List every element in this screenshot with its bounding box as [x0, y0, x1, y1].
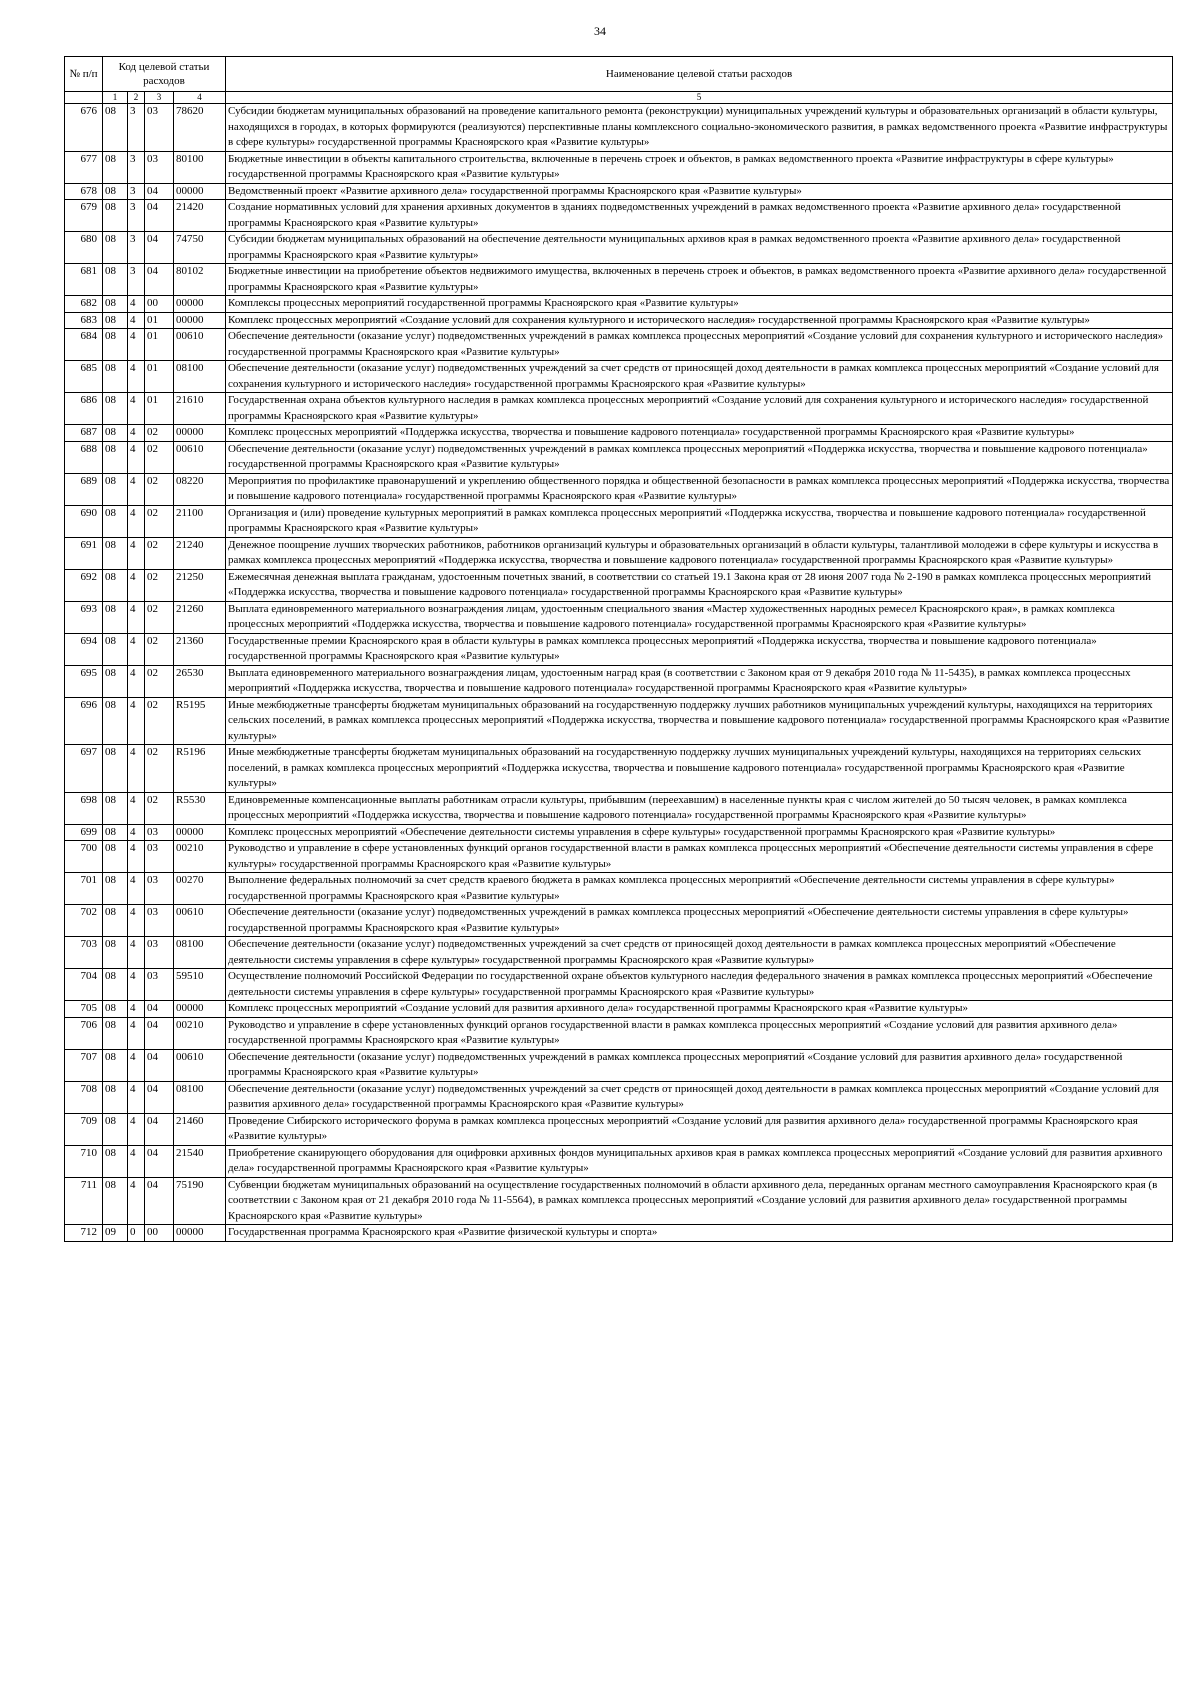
- row-number: 678: [65, 183, 103, 200]
- code-direction: 08100: [174, 937, 226, 969]
- code-event: 01: [145, 312, 174, 329]
- row-number: 707: [65, 1049, 103, 1081]
- expense-name: Выполнение федеральных полномочий за счет средств краевого бюджета в рамках комплекса процессных мероприятий «Обеспечение деятельности системы управления в сфере культуры» государственной программы Красноярского края «Развитие культуры»: [226, 873, 1173, 905]
- code-event: 00: [145, 1225, 174, 1242]
- code-event: 00: [145, 296, 174, 313]
- row-number: 695: [65, 665, 103, 697]
- code-event: 02: [145, 569, 174, 601]
- row-number: 683: [65, 312, 103, 329]
- code-direction: 00000: [174, 824, 226, 841]
- code-event: 01: [145, 361, 174, 393]
- code-event: 04: [145, 1049, 174, 1081]
- expense-name: Выплата единовременного материального вознаграждения лицам, удостоенным наград края (в соответствии с Законом края от 9 декабря 2010 года № 11-5435), в рамках комплекса процессных мероприятий «Поддержка искусства, творчества и повышение кадрового потенциала» государственной программы Красноярского края «Развитие культуры»: [226, 665, 1173, 697]
- code-direction: 78620: [174, 104, 226, 152]
- row-number: 710: [65, 1145, 103, 1177]
- code-direction: 00000: [174, 425, 226, 442]
- code-event: 01: [145, 329, 174, 361]
- code-direction: R5195: [174, 697, 226, 745]
- code-program: 08: [103, 1049, 128, 1081]
- table-row: [65, 697, 1173, 745]
- code-subprogram: 4: [128, 745, 145, 793]
- code-subprogram: 4: [128, 1113, 145, 1145]
- row-number: 692: [65, 569, 103, 601]
- row-number: 689: [65, 473, 103, 505]
- expense-name: Комплекс процессных мероприятий «Создание условий для сохранения культурного и исторического наследия» государственной программы Красноярского края «Развитие культуры»: [226, 312, 1173, 329]
- code-direction: 00000: [174, 296, 226, 313]
- code-direction: 21540: [174, 1145, 226, 1177]
- code-program: 08: [103, 937, 128, 969]
- expense-name: Государственная программа Красноярского края «Развитие физической культуры и спорта»: [226, 1225, 1173, 1242]
- code-program: 09: [103, 1225, 128, 1242]
- row-number: 677: [65, 151, 103, 183]
- column-number: 3: [145, 92, 174, 104]
- table-row: [65, 104, 1173, 152]
- code-event: 03: [145, 824, 174, 841]
- code-event: 03: [145, 873, 174, 905]
- code-subprogram: 4: [128, 905, 145, 937]
- code-subprogram: 4: [128, 505, 145, 537]
- code-subprogram: 4: [128, 873, 145, 905]
- row-number: 676: [65, 104, 103, 152]
- code-subprogram: 4: [128, 1081, 145, 1113]
- code-direction: 21420: [174, 200, 226, 232]
- code-subprogram: 4: [128, 841, 145, 873]
- code-direction: 00610: [174, 1049, 226, 1081]
- code-event: 02: [145, 665, 174, 697]
- table-row: [65, 1225, 1173, 1242]
- code-subprogram: 4: [128, 824, 145, 841]
- code-event: 04: [145, 183, 174, 200]
- code-subprogram: 4: [128, 969, 145, 1001]
- code-direction: 08100: [174, 1081, 226, 1113]
- code-event: 02: [145, 537, 174, 569]
- expense-name: Ведомственный проект «Развитие архивного дела» государственной программы Красноярского края «Развитие культуры»: [226, 183, 1173, 200]
- code-program: 08: [103, 104, 128, 152]
- table-row: [65, 937, 1173, 969]
- table-row: [65, 1081, 1173, 1113]
- table-row: [65, 183, 1173, 200]
- code-subprogram: 4: [128, 601, 145, 633]
- code-program: 08: [103, 393, 128, 425]
- code-direction: 59510: [174, 969, 226, 1001]
- expense-name: Государственные премии Красноярского края в области культуры в рамках комплекса процессных мероприятий «Поддержка искусства, творчества и повышение кадрового потенциала» государственной программы Красноярского края «Развитие культуры»: [226, 633, 1173, 665]
- expense-name: Бюджетные инвестиции на приобретение объектов недвижимого имущества, включенных в перечень строек и объектов, в рамках ведомственного проекта «Развитие архивного дела» государственной программы Красноярского края «Развитие культуры»: [226, 264, 1173, 296]
- code-event: 01: [145, 393, 174, 425]
- code-event: 02: [145, 745, 174, 793]
- row-number: 711: [65, 1177, 103, 1225]
- expense-name: Субсидии бюджетам муниципальных образований на проведение капитального ремонта (реконструкции) муниципальных учреждений культуры и образовательных организаций в области культуры, находящихся в городах, в которых формируются (реализуются) перспективные планы комплексного социально-экономического развития, в рамках ведомственного проекта «Развитие инфраструктуры в сфере культуры» государственной программы Красноярского края «Развитие культуры»: [226, 104, 1173, 152]
- expense-name: Субсидии бюджетам муниципальных образований на обеспечение деятельности муниципальных архивов края в рамках ведомственного проекта «Развитие архивного дела» государственной программы Красноярского края «Развитие культуры»: [226, 232, 1173, 264]
- table-row: [65, 745, 1173, 793]
- row-number: 694: [65, 633, 103, 665]
- row-number: 698: [65, 792, 103, 824]
- code-program: 08: [103, 745, 128, 793]
- row-number: 685: [65, 361, 103, 393]
- code-program: 08: [103, 200, 128, 232]
- expense-name: Бюджетные инвестиции в объекты капитального строительства, включенные в перечень строек и объектов, в рамках ведомственного проекта «Развитие инфраструктуры в сфере культуры» государственной программы Красноярского края «Развитие культуры»: [226, 151, 1173, 183]
- expense-name: Обеспечение деятельности (оказание услуг) подведомственных учреждений за счет средств от приносящей доход деятельности в рамках комплекса процессных мероприятий «Обеспечение деятельности системы управления в сфере культуры» государственной программы Красноярского края «Развитие культуры»: [226, 937, 1173, 969]
- table-row: [65, 1001, 1173, 1018]
- expense-name: Государственная охрана объектов культурного наследия в рамках комплекса процессных мероприятий «Создание условий для сохранения культурного и исторического наследия» государственной программы Красноярского края «Развитие культуры»: [226, 393, 1173, 425]
- row-number: 706: [65, 1017, 103, 1049]
- table-row: [65, 969, 1173, 1001]
- table-row: [65, 665, 1173, 697]
- code-program: 08: [103, 296, 128, 313]
- row-number: 704: [65, 969, 103, 1001]
- expense-name: Денежное поощрение лучших творческих работников, работников организаций культуры и образовательных организаций в области культуры, талантливой молодежи в сфере культуры и искусства в рамках комплекса процессных мероприятий «Поддержка искусства, творчества и повышение кадрового потенциала» государственной программы Красноярского края «Развитие культуры»: [226, 537, 1173, 569]
- code-event: 04: [145, 1177, 174, 1225]
- code-program: 08: [103, 601, 128, 633]
- expense-name: Осуществление полномочий Российской Федерации по государственной охране объектов культурного наследия федерального значения в рамках комплекса процессных мероприятий «Обеспечение деятельности системы управления в сфере культуры» государственной программы Красноярского края «Развитие культуры»: [226, 969, 1173, 1001]
- code-subprogram: 3: [128, 151, 145, 183]
- budget-code-table: [64, 56, 1173, 1242]
- expense-name: Обеспечение деятельности (оказание услуг) подведомственных учреждений в рамках комплекса процессных мероприятий «Поддержка искусства, творчества и повышение кадрового потенциала» государственной программы Красноярского края «Развитие культуры»: [226, 441, 1173, 473]
- code-program: 08: [103, 969, 128, 1001]
- code-direction: 00270: [174, 873, 226, 905]
- code-event: 03: [145, 104, 174, 152]
- row-number: 702: [65, 905, 103, 937]
- table-row: [65, 792, 1173, 824]
- code-direction: 00000: [174, 1225, 226, 1242]
- code-direction: 21460: [174, 1113, 226, 1145]
- code-direction: 74750: [174, 232, 226, 264]
- table-row: [65, 569, 1173, 601]
- code-program: 08: [103, 873, 128, 905]
- code-program: 08: [103, 361, 128, 393]
- code-direction: 80102: [174, 264, 226, 296]
- page-number: 34: [594, 24, 606, 38]
- code-program: 08: [103, 1001, 128, 1018]
- table-row: [65, 1177, 1173, 1225]
- table-row: [65, 425, 1173, 442]
- table-row: [65, 361, 1173, 393]
- code-direction: 75190: [174, 1177, 226, 1225]
- expense-name: Проведение Сибирского исторического форума в рамках комплекса процессных мероприятий «Создание условий для развития архивного дела» государственной программы Красноярского края «Развитие культуры»: [226, 1113, 1173, 1145]
- code-program: 08: [103, 1017, 128, 1049]
- code-program: 08: [103, 183, 128, 200]
- code-subprogram: 4: [128, 1001, 145, 1018]
- header-num: № п/п: [65, 57, 103, 92]
- table-row: [65, 312, 1173, 329]
- code-event: 04: [145, 232, 174, 264]
- code-subprogram: 4: [128, 312, 145, 329]
- code-event: 02: [145, 425, 174, 442]
- expense-name: Приобретение сканирующего оборудования для оцифровки архивных фондов муниципальных архивов края в рамках комплекса процессных мероприятий «Создание условий для развития архивного дела» государственной программы Красноярского края «Развитие культуры»: [226, 1145, 1173, 1177]
- code-subprogram: 4: [128, 1049, 145, 1081]
- code-subprogram: 4: [128, 441, 145, 473]
- expense-name: Иные межбюджетные трансферты бюджетам муниципальных образований на государственную поддержку лучших муниципальных учреждений культуры, находящихся на территориях сельских поселений, в рамках комплекса процессных мероприятий «Поддержка искусства, творчества и повышение кадрового потенциала» государственной программы Красноярского края «Развитие культуры»: [226, 745, 1173, 793]
- code-subprogram: 4: [128, 537, 145, 569]
- code-program: 08: [103, 569, 128, 601]
- code-direction: 00210: [174, 1017, 226, 1049]
- code-program: 08: [103, 1113, 128, 1145]
- table-body: [65, 104, 1173, 1242]
- table-row: [65, 1145, 1173, 1177]
- code-program: 08: [103, 151, 128, 183]
- expense-name: Выплата единовременного материального вознаграждения лицам, удостоенным специального звания «Мастер художественных народных ремесел Красноярского края», в рамках комплекса процессных мероприятий «Поддержка искусства, творчества и повышение кадрового потенциала» государственной программы Красноярского края «Развитие культуры»: [226, 601, 1173, 633]
- code-program: 08: [103, 329, 128, 361]
- table-row: [65, 264, 1173, 296]
- expense-name: Единовременные компенсационные выплаты работникам отрасли культуры, прибывшим (переехавшим) в населенные пункты края с числом жителей до 50 тысяч человек, в рамках комплекса процессных мероприятий «Поддержка искусства, творчества и повышение кадрового потенциала» государственной программы Красноярского края «Развитие культуры»: [226, 792, 1173, 824]
- expense-name: Обеспечение деятельности (оказание услуг) подведомственных учреждений за счет средств от приносящей доход деятельности в рамках комплекса процессных мероприятий «Создание условий для развития архивного дела» государственной программы Красноярского края «Развитие культуры»: [226, 1081, 1173, 1113]
- code-subprogram: 4: [128, 296, 145, 313]
- code-direction: 21240: [174, 537, 226, 569]
- table-row: [65, 537, 1173, 569]
- code-subprogram: 3: [128, 264, 145, 296]
- header-blank: [65, 92, 103, 104]
- expense-name: Руководство и управление в сфере установленных функций органов государственной власти в рамках комплекса процессных мероприятий «Создание условий для развития архивного дела» государственной программы Красноярского края «Развитие культуры»: [226, 1017, 1173, 1049]
- table-row: [65, 232, 1173, 264]
- row-number: 690: [65, 505, 103, 537]
- row-number: 679: [65, 200, 103, 232]
- table-row: [65, 873, 1173, 905]
- code-subprogram: 4: [128, 473, 145, 505]
- code-subprogram: 3: [128, 183, 145, 200]
- code-event: 03: [145, 937, 174, 969]
- code-subprogram: 4: [128, 1145, 145, 1177]
- expense-name: Комплекс процессных мероприятий «Обеспечение деятельности системы управления в сфере культуры» государственной программы Красноярского края «Развитие культуры»: [226, 824, 1173, 841]
- code-program: 08: [103, 232, 128, 264]
- table-row: [65, 200, 1173, 232]
- code-program: 08: [103, 633, 128, 665]
- code-direction: 80100: [174, 151, 226, 183]
- header-name: Наименование целевой статьи расходов: [226, 57, 1173, 92]
- row-number: 684: [65, 329, 103, 361]
- code-direction: 00610: [174, 329, 226, 361]
- column-number: 4: [174, 92, 226, 104]
- row-number: 682: [65, 296, 103, 313]
- row-number: 686: [65, 393, 103, 425]
- expense-name: Мероприятия по профилактике правонарушений и укреплению общественного порядка и общественной безопасности в рамках комплекса процессных мероприятий «Поддержка искусства, творчества и повышение кадрового потенциала» государственной программы Красноярского края «Развитие культуры»: [226, 473, 1173, 505]
- code-program: 08: [103, 697, 128, 745]
- table-row: [65, 441, 1173, 473]
- table-row: [65, 841, 1173, 873]
- code-program: 08: [103, 792, 128, 824]
- code-event: 02: [145, 697, 174, 745]
- code-subprogram: 4: [128, 697, 145, 745]
- code-direction: R5530: [174, 792, 226, 824]
- row-number: 696: [65, 697, 103, 745]
- code-event: 04: [145, 200, 174, 232]
- code-program: 08: [103, 312, 128, 329]
- expense-name: Комплекс процессных мероприятий «Поддержка искусства, творчества и повышение кадрового потенциала» государственной программы Красноярского края «Развитие культуры»: [226, 425, 1173, 442]
- expense-name: Комплекс процессных мероприятий «Создание условий для развития архивного дела» государственной программы Красноярского края «Развитие культуры»: [226, 1001, 1173, 1018]
- code-program: 08: [103, 1145, 128, 1177]
- row-number: 699: [65, 824, 103, 841]
- column-number: 5: [226, 92, 1173, 104]
- row-number: 712: [65, 1225, 103, 1242]
- code-event: 04: [145, 1145, 174, 1177]
- table-row: [65, 151, 1173, 183]
- code-program: 08: [103, 473, 128, 505]
- code-direction: 26530: [174, 665, 226, 697]
- row-number: 687: [65, 425, 103, 442]
- code-event: 03: [145, 969, 174, 1001]
- code-event: 04: [145, 1017, 174, 1049]
- table-row: [65, 393, 1173, 425]
- code-direction: 00000: [174, 312, 226, 329]
- code-subprogram: 3: [128, 232, 145, 264]
- code-program: 08: [103, 264, 128, 296]
- expense-name: Организация и (или) проведение культурных мероприятий в рамках комплекса процессных мероприятий «Поддержка искусства, творчества и повышение кадрового потенциала» государственной программы Красноярского края «Развитие культуры»: [226, 505, 1173, 537]
- row-number: 681: [65, 264, 103, 296]
- code-subprogram: 4: [128, 792, 145, 824]
- code-subprogram: 4: [128, 1017, 145, 1049]
- expense-name: Обеспечение деятельности (оказание услуг) подведомственных учреждений в рамках комплекса процессных мероприятий «Обеспечение деятельности системы управления в сфере культуры» государственной программы Красноярского края «Развитие культуры»: [226, 905, 1173, 937]
- code-subprogram: 4: [128, 937, 145, 969]
- code-program: 08: [103, 505, 128, 537]
- expense-name: Обеспечение деятельности (оказание услуг) подведомственных учреждений за счет средств от приносящей доход деятельности в рамках комплекса процессных мероприятий «Создание условий для сохранения культурного и исторического наследия» государственной программы Красноярского края «Развитие культуры»: [226, 361, 1173, 393]
- table-row: [65, 601, 1173, 633]
- code-direction: 21260: [174, 601, 226, 633]
- code-program: 08: [103, 537, 128, 569]
- column-number: 1: [103, 92, 128, 104]
- code-direction: 21250: [174, 569, 226, 601]
- code-program: 08: [103, 1081, 128, 1113]
- code-direction: 00000: [174, 1001, 226, 1018]
- code-event: 04: [145, 1113, 174, 1145]
- code-direction: 00000: [174, 183, 226, 200]
- expense-name: Руководство и управление в сфере установленных функций органов государственной власти в рамках комплекса процессных мероприятий «Обеспечение деятельности системы управления в сфере культуры» государственной программы Красноярского края «Развитие культуры»: [226, 841, 1173, 873]
- code-subprogram: 4: [128, 361, 145, 393]
- expense-name: Обеспечение деятельности (оказание услуг) подведомственных учреждений в рамках комплекса процессных мероприятий «Создание условий для развития архивного дела» государственной программы Красноярского края «Развитие культуры»: [226, 1049, 1173, 1081]
- code-event: 03: [145, 151, 174, 183]
- code-event: 03: [145, 841, 174, 873]
- row-number: 701: [65, 873, 103, 905]
- code-subprogram: 4: [128, 1177, 145, 1225]
- code-event: 02: [145, 601, 174, 633]
- row-number: 708: [65, 1081, 103, 1113]
- expense-name: Комплексы процессных мероприятий государственной программы Красноярского края «Развитие культуры»: [226, 296, 1173, 313]
- code-direction: 08220: [174, 473, 226, 505]
- table-row: [65, 473, 1173, 505]
- code-event: 02: [145, 505, 174, 537]
- table-row: [65, 329, 1173, 361]
- code-direction: R5196: [174, 745, 226, 793]
- table-row: [65, 1049, 1173, 1081]
- code-program: 08: [103, 425, 128, 442]
- code-direction: 21610: [174, 393, 226, 425]
- table-row: [65, 824, 1173, 841]
- code-event: 03: [145, 905, 174, 937]
- code-direction: 21360: [174, 633, 226, 665]
- expense-name: Обеспечение деятельности (оказание услуг) подведомственных учреждений в рамках комплекса процессных мероприятий «Создание условий для сохранения культурного и исторического наследия» государственной программы Красноярского края «Развитие культуры»: [226, 329, 1173, 361]
- code-subprogram: 4: [128, 329, 145, 361]
- code-direction: 00210: [174, 841, 226, 873]
- row-number: 705: [65, 1001, 103, 1018]
- table-row: [65, 633, 1173, 665]
- table-row: [65, 296, 1173, 313]
- code-event: 04: [145, 1081, 174, 1113]
- code-subprogram: 4: [128, 665, 145, 697]
- table-row: [65, 1113, 1173, 1145]
- row-number: 680: [65, 232, 103, 264]
- table-row: [65, 905, 1173, 937]
- code-program: 08: [103, 1177, 128, 1225]
- row-number: 709: [65, 1113, 103, 1145]
- row-number: 697: [65, 745, 103, 793]
- table-row: [65, 1017, 1173, 1049]
- code-direction: 00610: [174, 905, 226, 937]
- header-code: Код целевой статьи расходов: [103, 57, 226, 92]
- row-number: 693: [65, 601, 103, 633]
- code-program: 08: [103, 905, 128, 937]
- code-subprogram: 4: [128, 569, 145, 601]
- code-direction: 21100: [174, 505, 226, 537]
- expense-name: Иные межбюджетные трансферты бюджетам муниципальных образований на государственную поддержку лучших работников муниципальных учреждений культуры, находящихся на территориях сельских поселений, в рамках комплекса процессных мероприятий «Поддержка искусства, творчества и повышение кадрового потенциала» государственной программы Красноярского края «Развитие культуры»: [226, 697, 1173, 745]
- code-direction: 08100: [174, 361, 226, 393]
- expense-name: Субвенции бюджетам муниципальных образований на осуществление государственных полномочий в области архивного дела, переданных органам местного самоуправления Красноярского края (в соответствии с Законом края от 21 декабря 2010 года № 11-5564), в рамках комплекса процессных мероприятий «Создание условий для развития архивного дела» государственной программы Красноярского края «Развитие культуры»: [226, 1177, 1173, 1225]
- row-number: 700: [65, 841, 103, 873]
- code-subprogram: 3: [128, 104, 145, 152]
- code-event: 02: [145, 473, 174, 505]
- code-event: 04: [145, 264, 174, 296]
- table-row: [65, 505, 1173, 537]
- code-program: 08: [103, 665, 128, 697]
- code-program: 08: [103, 441, 128, 473]
- row-number: 703: [65, 937, 103, 969]
- code-program: 08: [103, 841, 128, 873]
- code-event: 02: [145, 633, 174, 665]
- code-event: 04: [145, 1001, 174, 1018]
- code-direction: 00610: [174, 441, 226, 473]
- code-subprogram: 3: [128, 200, 145, 232]
- row-number: 691: [65, 537, 103, 569]
- code-subprogram: 0: [128, 1225, 145, 1242]
- row-number: 688: [65, 441, 103, 473]
- code-event: 02: [145, 441, 174, 473]
- code-subprogram: 4: [128, 393, 145, 425]
- expense-name: Создание нормативных условий для хранения архивных документов в зданиях подведомственных учреждений в рамках ведомственного проекта «Развитие архивного дела» государственной программы Красноярского края «Развитие культуры»: [226, 200, 1173, 232]
- code-event: 02: [145, 792, 174, 824]
- code-subprogram: 4: [128, 425, 145, 442]
- code-program: 08: [103, 824, 128, 841]
- column-number: 2: [128, 92, 145, 104]
- code-subprogram: 4: [128, 633, 145, 665]
- expense-name: Ежемесячная денежная выплата гражданам, удостоенным почетных званий, в соответствии со статьей 19.1 Закона края от 28 июня 2007 года № 2-190 в рамках комплекса процессных мероприятий «Поддержка искусства, творчества и повышение кадрового потенциала» государственной программы Красноярского края «Развитие культуры»: [226, 569, 1173, 601]
